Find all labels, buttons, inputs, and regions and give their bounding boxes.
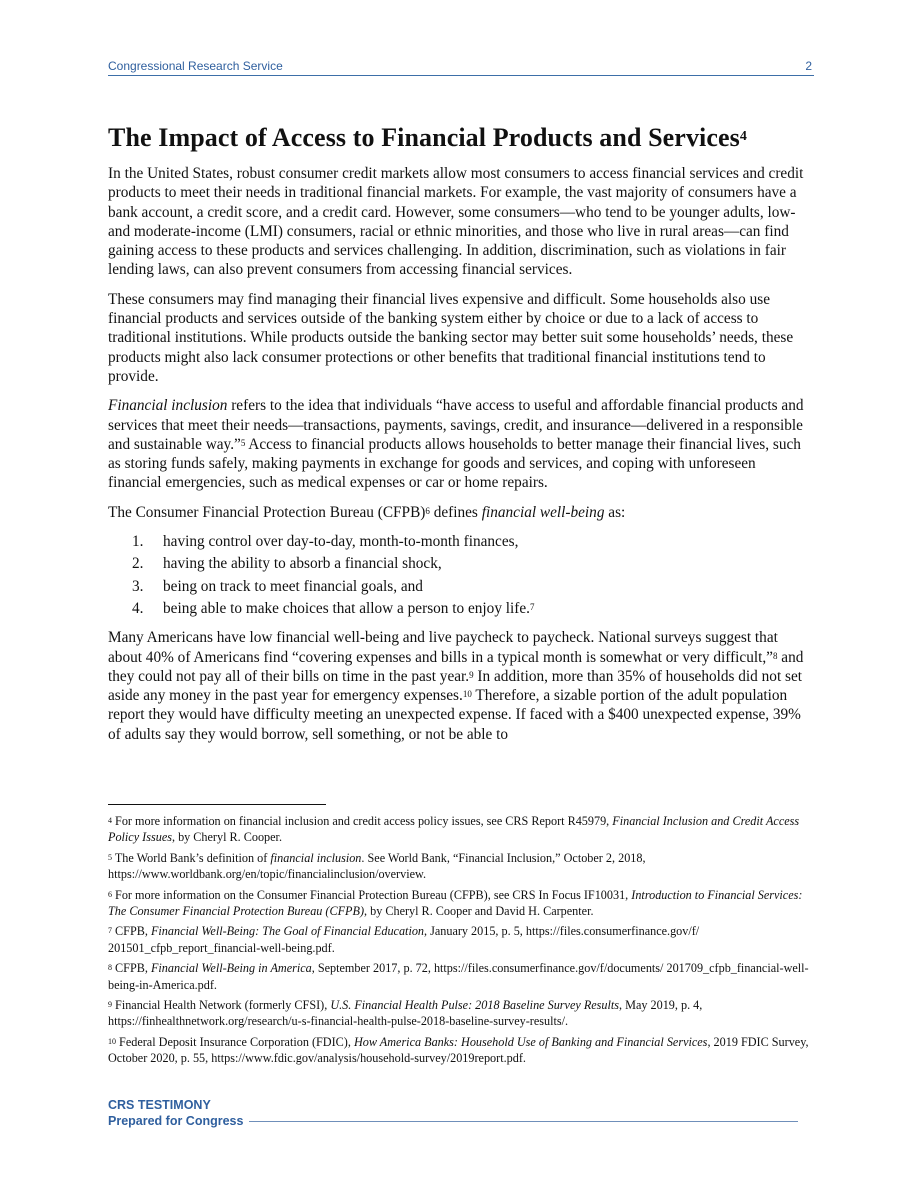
footnote-7 (108, 923, 814, 956)
footnote-8 (108, 960, 814, 993)
section-title-text: The Impact of Access to Financial Products and Services (108, 123, 740, 152)
footnote-text: CFPB, (112, 924, 151, 939)
footnote-text: , September 2017, p. 72, https://files.consumerfinance.gov/f/documents/ 201709_cfpb_financial-well-being-in-America.pdf. (108, 961, 809, 992)
footnote-title: Introduction to Financial Services: The Consumer Financial Protection Bureau (CFPB) (108, 887, 803, 919)
footnote-number: 6 (108, 889, 112, 899)
footnote-title: Financial Well-Being in America (150, 961, 312, 976)
footnote-text: , by Cheryl R. Cooper. (171, 830, 282, 845)
paragraph-5-text-d: Therefore, a sizable portion of the adult population report they would have difficulty meeting an unexpected expense. If faced with a $400 unexpected expense, 39% of adults say they would borrow, sell something, or not be able to (108, 687, 801, 743)
footnote-number: 4 (108, 816, 112, 825)
footnote-10 (108, 1034, 814, 1067)
term-financial-well-being: financial well-being (481, 503, 605, 521)
paragraph-4-text-b: defines (429, 503, 482, 521)
footnote-text: CFPB, (112, 961, 151, 976)
footnote-ref-4[interactable]: 4 (739, 129, 747, 144)
footnote-text: , January 2015, p. 5, https://files.consumerfinance.gov/f/ 201501_cfpb_report_financial-well-being.pdf. (108, 924, 700, 955)
list-item-text: having the ability to absorb a financial shock, (163, 555, 442, 573)
footnote-text: , by Cheryl R. Cooper and David H. Carpenter. (364, 904, 594, 919)
footnote-ref-6[interactable]: 6 (425, 505, 430, 516)
footer-line-1: CRS TESTIMONY (108, 1098, 211, 1112)
footnote-9 (108, 997, 814, 1030)
list-item-number: 1. (132, 533, 144, 551)
footnote-text: , May 2019, p. 4, https://finhealthnetwork.org/research/u-s-financial-health-pulse-2018-baseline-survey-results/. (108, 998, 703, 1029)
footnote-number: 5 (108, 852, 112, 862)
list-item-number: 2. (132, 555, 144, 573)
paragraph-3-text-a: refers to the idea that individuals “have access to useful and affordable financial products and services that meet their needs—transactions, payments, savings, credit, and insurance—delivered in a responsible and sustainable way.” (108, 397, 804, 453)
footnote-5 (108, 850, 814, 883)
well-being-list (108, 532, 812, 618)
footnote-ref-8[interactable]: 8 (772, 650, 778, 661)
footnote-6 (108, 887, 814, 920)
paragraph-3 (108, 396, 812, 492)
footnote-title: Financial Inclusion and Credit Access Policy Issues (108, 814, 800, 845)
list-item-text: being able to make choices that allow a person to enjoy life. (163, 599, 531, 617)
footnote-text: The World Bank’s definition of (112, 850, 271, 865)
paragraph-5-text-a: Many Americans have low financial well-being and live paycheck to paycheck. National surveys suggest that about 40% of Americans find “covering expenses and bills in a typical month is somewhat or very difficult,” (108, 629, 778, 666)
header-org-name: Congressional Research Service (108, 59, 283, 73)
footnote-title: How America Banks: Household Use of Banking and Financial Services (353, 1034, 708, 1049)
footnote-4 (108, 813, 814, 846)
footnote-text: . See World Bank, “Financial Inclusion,” October 2, 2018, https://www.worldbank.org/en/topic/financialinclusion/overview. (108, 850, 646, 882)
footnote-number: 10 (108, 1036, 116, 1046)
footnote-text: For more information on financial inclusion and credit access policy issues, see CRS Report R45979, (112, 814, 613, 828)
footer-rule (249, 1121, 798, 1122)
footnote-ref-5[interactable]: 5 (240, 437, 246, 448)
paragraph-4-text-a: The Consumer Financial Protection Bureau (CFPB) (108, 503, 426, 521)
running-header (108, 58, 814, 76)
footnotes (108, 813, 814, 1071)
list-item (108, 554, 812, 573)
footer-line-2 (108, 1113, 798, 1129)
footnote-text: Federal Deposit Insurance Corporation (FDIC), (116, 1034, 354, 1049)
list-item-number: 3. (132, 577, 144, 595)
term-financial-inclusion: Financial inclusion (108, 397, 228, 415)
paragraph-5-text-c: In addition, more than 35% of households did not set aside any money in the past year for emergency expenses. (108, 667, 803, 705)
footnote-divider (108, 804, 326, 805)
footnote-number: 9 (108, 1000, 112, 1010)
footer-tagline: Prepared for Congress (108, 1114, 244, 1128)
footnote-title: Financial Well-Being: The Goal of Financial Education (150, 924, 425, 939)
list-item-text: having control over day-to-day, month-to-month finances, (163, 533, 519, 551)
footnote-ref-7[interactable]: 7 (530, 601, 535, 612)
footnote-ref-9[interactable]: 9 (469, 669, 474, 680)
footer-branding (108, 1097, 798, 1129)
list-item (108, 599, 812, 618)
footnote-number: 8 (108, 963, 112, 973)
header-page-number: 2 (805, 59, 812, 73)
list-item-number: 4. (132, 599, 144, 617)
paragraph-3-text-b: Access to financial products allows households to better manage their financial lives, such as storing funds safely, making payments in exchange for goods and services, and coping with unforeseen financial emergencies, such as medical expenses or car or home repairs. (108, 435, 801, 492)
footnote-number: 7 (108, 926, 112, 936)
footnote-text: , 2019 FDIC Survey, October 2020, p. 55, https://www.fdic.gov/analysis/household-survey/2019report.pdf. (108, 1034, 809, 1066)
paragraph-5 (108, 628, 812, 744)
paragraph-1: In the United States, robust consumer credit markets allow most consumers to access financial services and credit products to meet their needs in traditional financial markets. For example, the vast majority of consumers have a bank account, a credit score, and a credit card. However, some consumers—who tend to be younger adults, low- and moderate-income (LMI) consumers, racial or ethnic minorities, and those who live in rural areas—can find gaining access to these products and services challenging. In addition, discrimination, such as violations in fair lending laws, can also prevent consumers from accessing financial services. (108, 165, 804, 279)
list-item (108, 532, 812, 551)
footnote-title: financial inclusion (270, 850, 362, 865)
footnote-text: For more information on the Consumer Financial Protection Bureau (CFPB), see CRS In Focus IF10031, (112, 887, 632, 902)
list-item (108, 577, 812, 596)
footnote-ref-10[interactable]: 10 (462, 689, 472, 700)
footnote-text: Financial Health Network (formerly CFSI), (112, 998, 331, 1013)
section-title (108, 122, 812, 154)
paragraph-4 (108, 503, 812, 522)
list-item-text: being on track to meet financial goals, and (163, 577, 423, 595)
paragraph-5-text-b: and they could not pay all of their bills on time in the past year. (108, 648, 804, 685)
paragraph-4-text-c: as: (604, 503, 626, 521)
paragraph-2: These consumers may find managing their financial lives expensive and difficult. Some households also use financial products and services outside of the banking system either by choice or due to a lack of access to traditional institutions. While products outside the banking sector may better suit some households’ needs, these products might also lack consumer protections or other benefits that traditional financial institutions tend to provide. (108, 290, 794, 385)
footnote-title: U.S. Financial Health Pulse: 2018 Baseline Survey Results (330, 998, 620, 1013)
main-content (108, 122, 812, 754)
